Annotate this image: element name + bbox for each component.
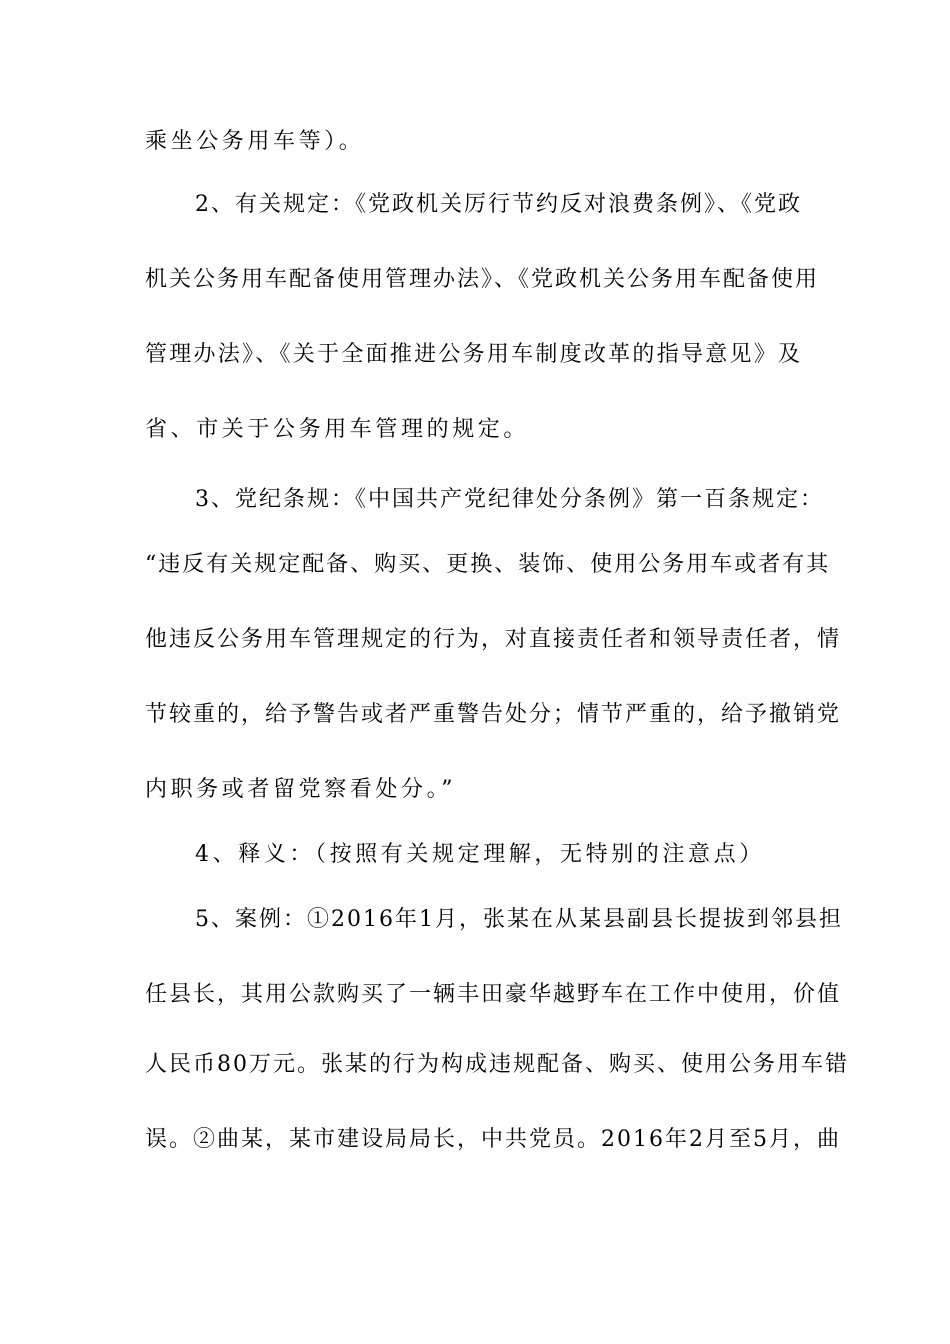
text-line-8: 他违反公务用车管理规定的行为，对直接责任者和领导责任者，情 [145,627,842,652]
text-line-3: 机关公务用车配备使用管理办法》、《党政机关公务用车配备使用 [145,267,820,292]
text-line-15: 误。②曲某，某市建设局局长，中共党员。2016年2月至5月，曲 [145,1127,841,1152]
text-line-11: 4、释义：（按照有关规定理解，无特别的注意点） [195,842,765,867]
text-line-6: 3、党纪条规：《中国共产党纪律处分条例》第一百条规定： [195,487,824,512]
text-line-12: 5、案例：①2016年1月，张某在从某县副县长提拔到邻县担 [195,907,843,932]
text-line-2: 2、有关规定：《党政机关厉行节约反对浪费条例》、《党政 [195,192,802,217]
text-line-13: 任县长，其用公款购买了一辆丰田豪华越野车在工作中使用，价值 [145,982,842,1007]
text-line-5: 省、市关于公务用车管理的规定。 [145,417,530,442]
text-line-9: 节较重的，给予警告或者严重警告处分；情节严重的，给予撤销党 [145,702,842,727]
text-line-1: 乘坐公务用车等）。 [145,129,365,154]
text-line-10: 内职务或者留党察看处分。” [145,777,457,802]
text-line-4: 管理办法》、《关于全面推进公务用车制度改革的指导意见》及 [145,342,802,367]
text-line-14: 人民币80万元。张某的行为构成违规配备、购买、使用公务用车错 [145,1052,849,1077]
text-line-7: “违反有关规定配备、购买、更换、装饰、使用公务用车或者有其 [145,552,831,577]
